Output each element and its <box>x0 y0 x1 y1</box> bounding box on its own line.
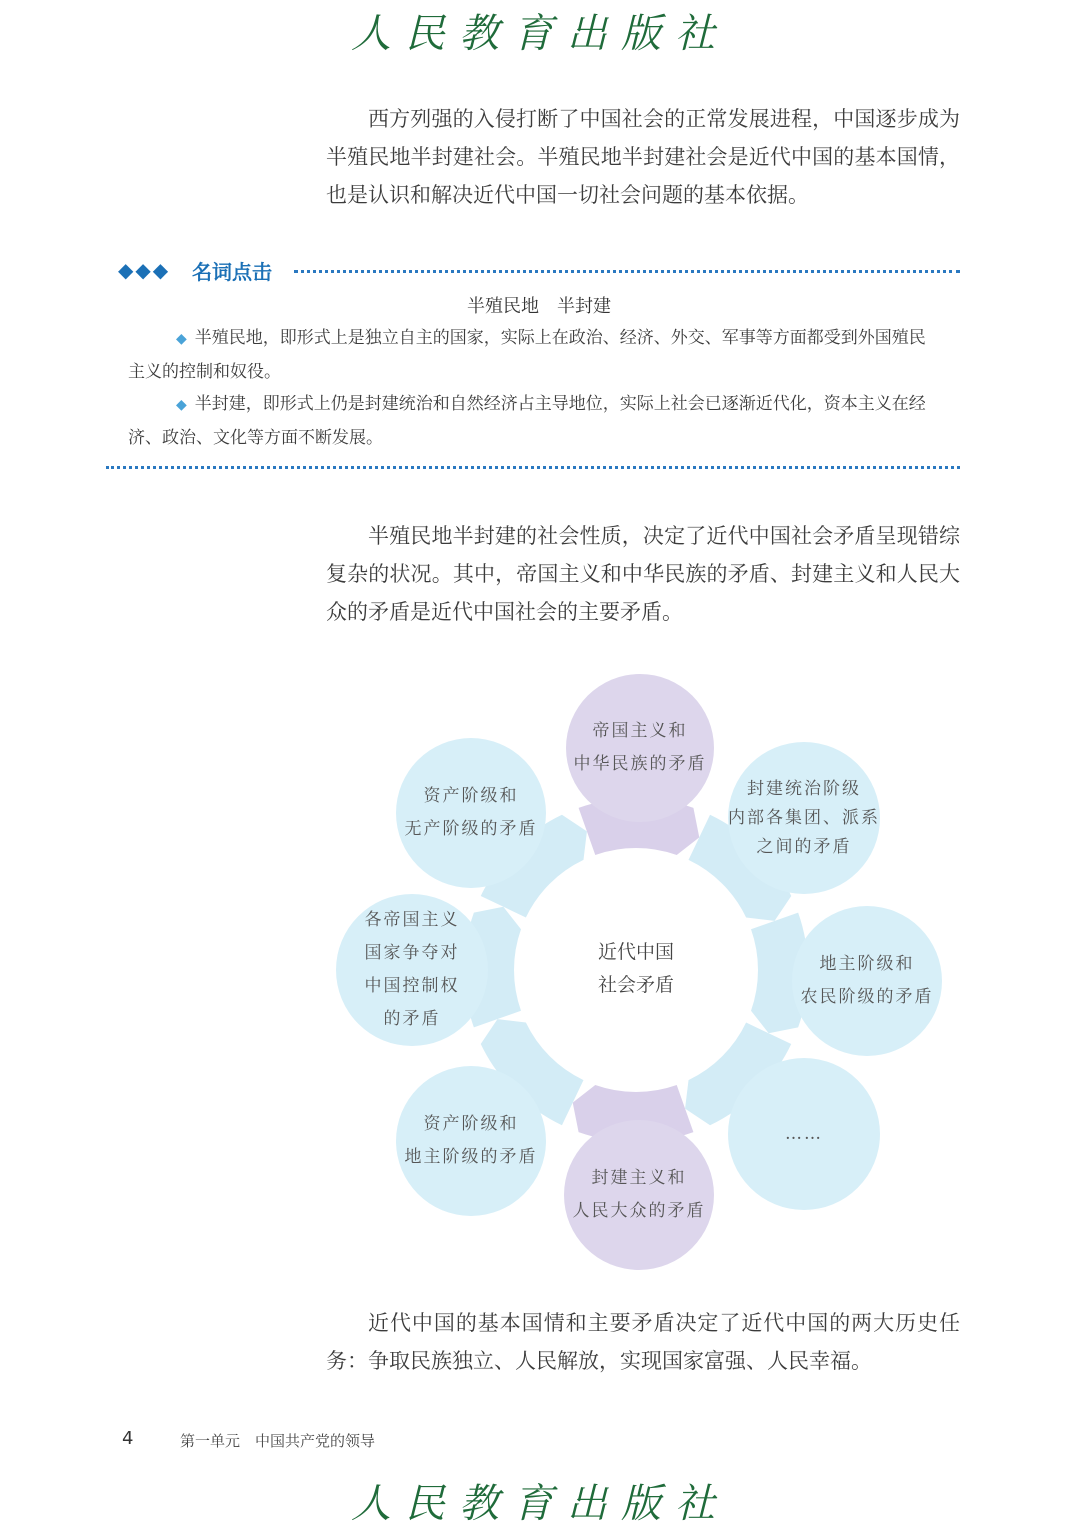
glossary-title: 名词点击 <box>192 260 272 284</box>
bubble-line: 的矛盾 <box>383 1009 441 1029</box>
middle-paragraph: 半殖民地半封建的社会性质，决定了近代中国社会矛盾呈现错综复杂的状况。其中，帝国主义和中华民族的矛盾、封建主义和人民大众的矛盾是近代中国社会的主要矛盾。 <box>326 524 960 624</box>
glossary-top-rule <box>294 270 960 273</box>
bubble-line: 之间的矛盾 <box>756 836 852 857</box>
bubble-line: 农民阶级的矛盾 <box>800 987 934 1007</box>
diamond-icons: ◆◆◆ <box>118 258 171 282</box>
publisher-logo-bottom: 人民教育出版社 <box>351 1481 729 1527</box>
bubble-line: 帝国主义和 <box>592 721 688 741</box>
definition-text: 半殖民地，即形式上是独立自主的国家，实际上在政治、经济、外交、军事等方面都受到外国殖民主义的控制和奴役。 <box>128 328 926 382</box>
bubble-line: 资产阶级和 <box>423 1114 519 1134</box>
bullet-icon: ◆ <box>176 397 187 413</box>
bubble-line: 各帝国主义 <box>364 910 460 930</box>
bubble-line: 封建主义和 <box>591 1168 687 1188</box>
bullet-icon: ◆ <box>176 331 187 347</box>
bubble-line: 地主阶级和 <box>819 954 915 974</box>
bubble-imperialism-vs-nation <box>566 674 714 822</box>
bubble-ruling-factions <box>728 742 880 894</box>
center-line: 社会矛盾 <box>597 974 674 996</box>
contradictions-diagram <box>300 660 960 1290</box>
bubble-line: 内部各集团、派系 <box>728 807 880 828</box>
intro-paragraph: 西方列强的入侵打断了中国社会的正常发展进程，中国逐步成为半殖民地半封建社会。半殖民地半封建社会是近代中国的基本国情，也是认识和解决近代中国一切社会问题的基本依据。 <box>326 107 960 207</box>
center-label <box>536 936 736 1002</box>
definition-semi-feudal <box>128 388 938 455</box>
bubble-line: 地主阶级的矛盾 <box>404 1147 538 1167</box>
bubble-landlord-vs-peasant <box>792 906 942 1056</box>
running-footer: 第一单元 中国共产党的领导 <box>180 1432 376 1450</box>
page-number: 4 <box>122 1428 134 1449</box>
bubble-imperial-rivalry <box>336 894 488 1046</box>
bubble-line: 中华民族的矛盾 <box>573 754 707 774</box>
definition-text: 半封建，即形式上仍是封建统治和自然经济占主导地位，实际上社会已逐渐近代化，资本主义在经济、政治、文化等方面不断发展。 <box>128 394 926 448</box>
definition-semi-colonial <box>128 322 938 389</box>
glossary-terms: 半殖民地 半封建 <box>467 296 611 317</box>
bubble-line: …… <box>785 1123 823 1144</box>
bubble-line: 中国控制权 <box>364 976 460 996</box>
bubble-etc <box>728 1058 880 1210</box>
bubble-line: 国家争夺对 <box>364 943 460 963</box>
glossary-header <box>118 256 960 286</box>
center-line: 近代中国 <box>597 941 674 963</box>
publisher-logo: 人民教育出版社 <box>351 11 729 57</box>
bubble-line: 人民大众的矛盾 <box>572 1201 706 1221</box>
bubble-line: 封建统治阶级 <box>747 778 861 799</box>
conclusion-paragraph: 近代中国的基本国情和主要矛盾决定了近代中国的两大历史任务：争取民族独立、人民解放，实现国家富强、人民幸福。 <box>326 1311 960 1373</box>
bubble-line: 资产阶级和 <box>423 786 519 806</box>
bubble-bourgeoisie-vs-proletariat <box>396 738 546 888</box>
bubble-bourgeoisie-vs-landlord <box>396 1066 546 1216</box>
bubble-feudalism-vs-people <box>564 1120 714 1270</box>
bubble-line: 无产阶级的矛盾 <box>404 819 538 839</box>
glossary-bottom-rule <box>106 466 960 469</box>
